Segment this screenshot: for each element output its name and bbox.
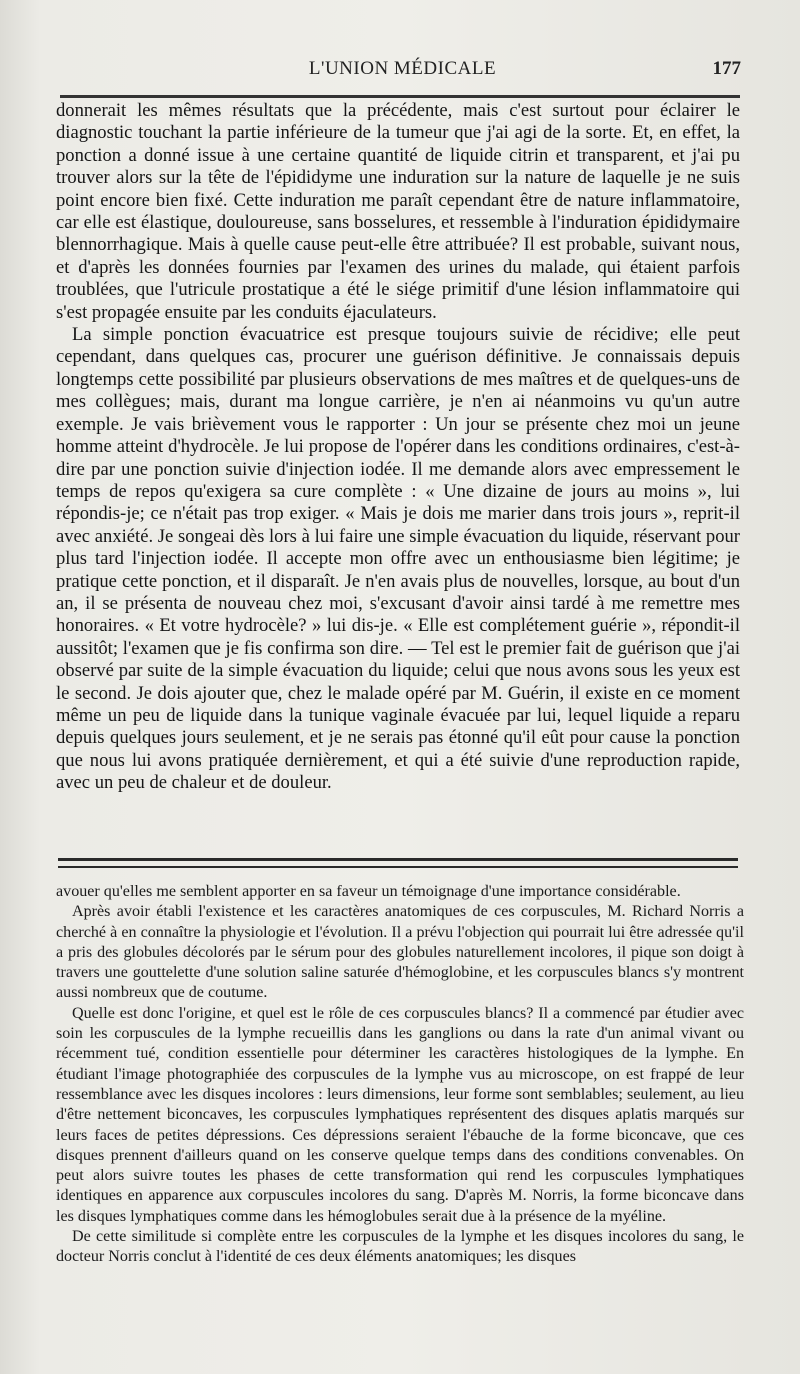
main-article-text <box>56 100 740 795</box>
feuilleton-divider <box>58 858 738 868</box>
running-header <box>60 58 745 84</box>
main-paragraph: donnerait les mêmes résultats que la précédente, mais c'est surtout pour éclairer le diagnostic touchant la partie inférieure de la tumeur que j'ai agi de la sorte. Et, en effet, la ponction a donné issue à une certaine quantité de liquide citrin et transparent, et j'ai pu trouver alors sur la tête de l'épididyme une induration sur la nature de laquelle je ne suis point encore bien fixé. Cette induration me paraît cependant être de nature inflammatoire, car elle est élastique, douloureuse, sans bosselures, et ressemble à l'induration épididymaire blennorrhagique. Mais à quelle cause peut-elle être attribuée? Il est probable, suivant nous, et d'après les données fournies par l'examen des urines du malade, qui étaient parfois troublées, que l'utricule prostatique a été le siége primitif d'une lésion inflammatoire qui s'est propagée ensuite par les conduits éjaculateurs. <box>56 100 740 323</box>
feuilleton-paragraph: De cette similitude si complète entre les corpuscules de la lymphe et les disques incolores du sang, le docteur Norris conclut à l'identité de ces deux éléments anatomiques; les disques <box>56 1228 744 1266</box>
feuilleton-text <box>56 882 744 1268</box>
page-number: 177 <box>712 58 741 79</box>
journal-title: L'UNION MÉDICALE <box>308 58 497 79</box>
header-rule <box>60 95 740 98</box>
feuilleton-paragraph: Après avoir établi l'existence et les caractères anatomiques de ces corpuscules, M. Richard Norris a cherché à en connaître la physiologie et l'évolution. Il a prévu l'objection qui pourrait lui être adressée qu'il a pris des globules décolorés par le sérum pour des globules naturellement incolores, il pique son doigt à travers une gouttelette d'une solution saline saturée d'hémoglobine, et les corpuscules blancs s'y montrent aussi nombreux que de coutume. <box>56 903 744 1002</box>
feuilleton-paragraph: Quelle est donc l'origine, et quel est le rôle de ces corpuscules blancs? Il a commencé par étudier avec soin les corpuscules de la lymphe recueillis dans les ganglions ou dans la rate d'un animal vivant ou récemment tué, condition essentielle pour déterminer les caractères histologiques de la lymphe. En étudiant l'image photographiée des corpuscules de la lymphe vus au microscope, on est frappé de leur ressemblance avec les disques incolores : leurs dimensions, leur forme sont semblables; seulement, au lieu d'être nettement biconcaves, les corpuscules lymphatiques représentent des disques aplatis marqués sur leurs faces de petites dépressions. Ces dépressions seraient l'ébauche de la forme biconcave, que ces disques prennent d'ailleurs quand on les conserve quelque temps dans des conditions convenables. On peut alors suivre toutes les phases de cette transformation qui rend les corpuscules lymphatiques identiques en apparence aux corpuscules incolores du sang. D'après M. Norris, la forme biconcave dans les disques lymphatiques comme dans les hémoglobules serait due à la présence de la myéline. <box>56 1004 744 1225</box>
feuilleton-paragraph: avouer qu'elles me semblent apporter en sa faveur un témoignage d'une importance considérable. <box>56 883 681 900</box>
main-paragraph: La simple ponction évacuatrice est presque toujours suivie de récidive; elle peut cependant, dans quelques cas, procurer une guérison définitive. Je connaissais depuis longtemps cette possibilité par plusieurs observations de mes maîtres et de quelques-uns de mes collègues; mais, durant ma longue carrière, je n'en ai néanmoins vu qu'un autre exemple. Je vais brièvement vous le rapporter : Un jour se présente chez moi un jeune homme atteint d'hydrocèle. Je lui propose de l'opérer dans les conditions ordinaires, c'est-à-dire par une ponction suivie d'injection iodée. Il me demande alors avec empressement le temps de repos qu'exigera sa cure complète : « Une dizaine de jours au moins », lui répondis-je; ce n'était pas trop exiger. « Mais je dois me marier dans trois jours », reprit-il avec anxiété. Je songeai dès lors à lui faire une simple évacuation du liquide, réservant pour plus tard l'injection iodée. Il accepte mon offre avec un enthousiasme bien légitime; je pratique cette ponction, et il disparaît. Je n'en avais plus de nouvelles, lorsque, au bout d'un an, il se présenta de nouveau chez moi, s'excusant d'avoir ainsi tardé à me remettre mes honoraires. « Et votre hydrocèle? » lui dis-je. « Elle est complétement guérie », répondit-il aussitôt; l'examen que je fis confirma son dire. — Tel est le premier fait de guérison que j'ai observé par suite de la simple évacuation du liquide; celui que nous avons sous les yeux est le second. Je dois ajouter que, chez le malade opéré par M. Guérin, il existe en ce moment même un peu de liquide dans la tunique vaginale évacuée par lui, lequel liquide a reparu depuis quelques jours seulement, et je ne serais pas étonné qu'il eût pour cause la ponction que nous lui avons pratiquée dernièrement, et qui a été suivie d'une reproduction rapide, avec un peu de chaleur et de douleur. <box>56 324 740 794</box>
